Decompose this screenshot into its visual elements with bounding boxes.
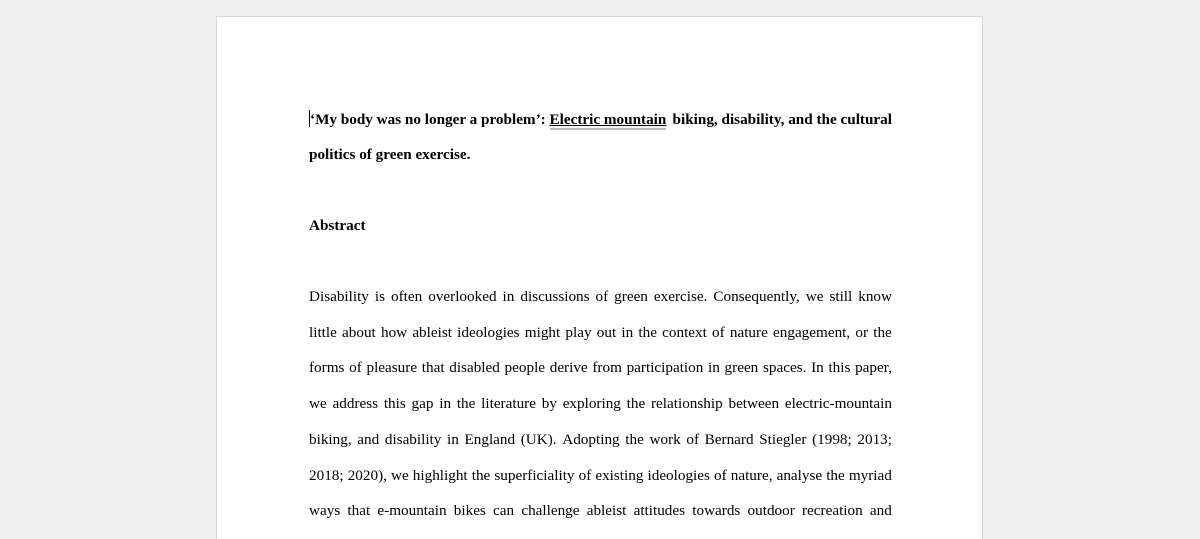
abstract-word: Adopting: [562, 430, 620, 448]
abstract-word: of: [349, 359, 362, 377]
abstract-word: In: [811, 359, 824, 377]
abstract-word: green: [724, 359, 759, 377]
title-open-quote: ‘: [310, 111, 316, 128]
abstract-word: can: [493, 502, 515, 520]
abstract-word: play: [565, 323, 592, 341]
abstract-word: (UK).: [520, 430, 557, 448]
abstract-word: 2018;: [309, 466, 344, 484]
abstract-word: ideologies: [647, 466, 710, 484]
abstract-word: and: [357, 430, 380, 448]
abstract-word: still: [829, 288, 853, 305]
abstract-line: [309, 358, 892, 378]
abstract-word: about: [342, 323, 376, 341]
abstract-word: pleasure: [366, 359, 418, 377]
abstract-word: might: [524, 323, 561, 341]
title-part1: My body was no longer a problem’:: [315, 111, 550, 128]
abstract-line: [309, 323, 892, 343]
abstract-word: of: [714, 466, 727, 484]
abstract-word: Disability: [309, 288, 369, 305]
abstract-word: out: [596, 323, 617, 341]
abstract-line: [309, 430, 892, 450]
abstract-word: discussions: [520, 288, 590, 305]
abstract-word: the: [471, 466, 491, 484]
abstract-word: paper,: [855, 359, 892, 377]
abstract-word: ableist: [586, 502, 627, 520]
abstract-word: from: [592, 359, 622, 377]
abstract-word: in: [621, 323, 634, 341]
abstract-word: this: [383, 395, 406, 413]
abstract-word: how: [380, 323, 408, 341]
abstract-word: context: [662, 323, 707, 341]
abstract-word: 2020),: [347, 466, 387, 484]
abstract-word: recreation: [802, 502, 863, 520]
abstract-word: and: [869, 502, 892, 520]
abstract-word: that: [347, 502, 371, 520]
abstract-word: address: [332, 395, 379, 413]
abstract-heading: Abstract: [309, 217, 366, 234]
abstract-word: the: [626, 395, 646, 413]
abstract-word: often: [391, 288, 423, 305]
abstract-word: analyse: [776, 466, 823, 484]
abstract-word: ableist: [412, 323, 452, 341]
abstract-word: of: [686, 430, 699, 448]
abstract-word: ideologies: [457, 323, 520, 341]
abstract-word: of: [578, 466, 592, 484]
abstract-word: engagement,: [773, 323, 851, 341]
abstract-word: forms: [309, 359, 345, 377]
abstract-word: of: [712, 323, 725, 341]
abstract-word: of: [595, 288, 609, 305]
abstract-word: gap: [411, 395, 434, 413]
abstract-word: exploring: [562, 395, 621, 413]
abstract-word: ways: [309, 502, 341, 520]
abstract-word: relationship: [651, 395, 723, 413]
abstract-line: [309, 394, 892, 414]
abstract-word: attitudes: [633, 502, 686, 520]
abstract-word: the: [456, 395, 476, 413]
abstract-word: by: [541, 395, 557, 413]
abstract-word: in: [447, 430, 459, 448]
abstract-word: between: [728, 395, 780, 413]
abstract-word: little: [309, 323, 337, 341]
title-line-2: politics of green exercise.: [309, 146, 471, 163]
title-part2: biking, disability, and the cultural: [668, 111, 892, 128]
abstract-word: or: [855, 323, 869, 341]
abstract-word: the: [638, 323, 657, 341]
abstract-word: disability: [384, 430, 442, 448]
abstract-word: derive: [549, 359, 588, 377]
abstract-word: overlooked: [428, 288, 497, 305]
abstract-word: superficiality: [494, 466, 575, 484]
title-line-1: [309, 110, 892, 130]
abstract-word: this: [828, 359, 851, 377]
abstract-word: nature,: [730, 466, 773, 484]
abstract-word: we: [391, 466, 409, 484]
abstract-line: [309, 287, 892, 307]
abstract-word: towards: [692, 502, 741, 520]
abstract-word: know: [858, 288, 892, 305]
abstract-word: exercise.: [653, 288, 708, 305]
abstract-word: England: [464, 430, 516, 448]
abstract-line: [309, 501, 892, 521]
abstract-word: the: [873, 323, 892, 341]
abstract-word: Consequently,: [713, 288, 800, 305]
abstract-word: green: [614, 288, 648, 305]
abstract-word: nature: [729, 323, 768, 341]
abstract-word: electric-mountain: [784, 395, 892, 413]
abstract-word: biking,: [309, 430, 352, 448]
abstract-word: the: [625, 430, 644, 448]
abstract-word: we: [309, 395, 327, 413]
abstract-word: spaces.: [762, 359, 807, 377]
abstract-word: we: [805, 288, 824, 305]
abstract-word: 2013;: [857, 430, 892, 448]
abstract-word: existing: [595, 466, 644, 484]
title-underlined-phrase[interactable]: Electric mountain: [549, 111, 667, 128]
document-page[interactable]: [216, 16, 983, 539]
abstract-word: work: [649, 430, 681, 448]
abstract-word: highlight: [412, 466, 468, 484]
abstract-word: in: [439, 395, 452, 413]
abstract-word: Stiegler: [759, 430, 807, 448]
abstract-word: outdoor: [747, 502, 795, 520]
abstract-word: disabled: [449, 359, 500, 377]
abstract-word: participation: [626, 359, 704, 377]
abstract-word: Bernard: [704, 430, 754, 448]
abstract-word: challenge: [521, 502, 580, 520]
abstract-word: the: [826, 466, 845, 484]
title-text-start: [309, 110, 666, 130]
abstract-word: in: [708, 359, 720, 377]
abstract-word: myriad: [848, 466, 892, 484]
abstract-word: people: [504, 359, 546, 377]
abstract-word: in: [502, 288, 515, 305]
abstract-line: [309, 466, 892, 486]
abstract-word: (1998;: [812, 430, 852, 448]
abstract-word: bikes: [453, 502, 486, 520]
abstract-word: e-mountain: [377, 502, 447, 520]
abstract-word: literature: [481, 395, 536, 413]
abstract-word: is: [374, 288, 386, 305]
abstract-word: that: [421, 359, 445, 377]
